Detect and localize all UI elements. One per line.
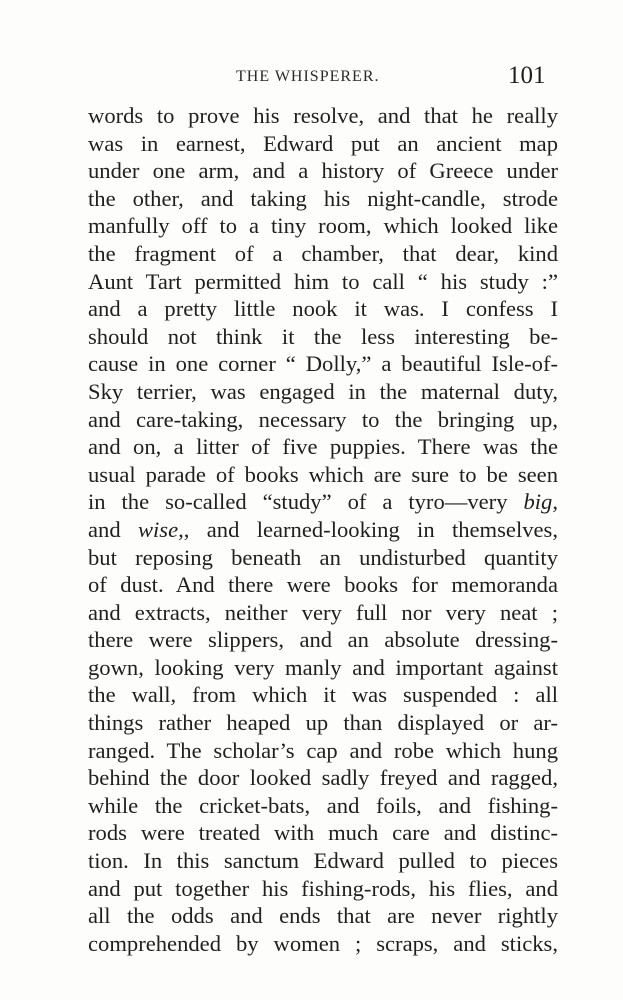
text-line: usual parade of books which are sure to be seen [88, 461, 558, 487]
text-line: ranged. The scholar’s cap and robe which hung [88, 737, 558, 763]
text-line: was in earnest, Edward put an ancient map [88, 130, 558, 156]
italic-word: wise, [137, 516, 184, 542]
text-line: and care-taking, necessary to the bringing up, [88, 406, 558, 432]
text-line: but reposing beneath an undisturbed quantity [88, 544, 558, 570]
text-line: cause in one corner “ Dolly,” a beautiful Isle-of- [88, 351, 558, 377]
text-line: under one arm, and a history of Greece under [88, 158, 558, 184]
text-line-with-italic [88, 488, 558, 516]
text-line: tion. In this sanctum Edward pulled to pieces [88, 848, 558, 874]
text-line-with-italic [88, 516, 558, 544]
text-line: gown, looking very manly and important against [88, 654, 558, 680]
text-line: words to prove his resolve, and that he really [88, 103, 558, 128]
text-line: behind the door looked sadly freyed and ragged, [88, 765, 558, 791]
text-line: should not think it the less interesting be- [88, 323, 558, 349]
text-line: there were slippers, and an absolute dressing- [88, 627, 558, 653]
page-number: 101 [508, 62, 546, 89]
text-line: Aunt Tart permitted him to call “ his study :” [88, 268, 558, 294]
running-head [0, 62, 623, 92]
text-line: Sky terrier, was engaged in the maternal duty, [88, 378, 558, 404]
text-line: rods were treated with much care and distinc- [88, 820, 558, 846]
body-text [88, 102, 558, 957]
text-line: all the odds and ends that are never rightly [88, 903, 558, 929]
running-title: THE WHISPERER. [236, 68, 380, 85]
text-line: the fragment of a chamber, that dear, kind [88, 240, 558, 266]
line-text: in the so-called “study” of a tyro—very [88, 489, 508, 515]
italic-word: big, [523, 489, 558, 515]
text-line: comprehended by women ; scraps, and sticks, [88, 930, 558, 956]
text-line: and on, a litter of five puppies. There was the [88, 434, 558, 460]
text-line: and a pretty little nook it was. I confess I [88, 296, 558, 322]
text-line: the other, and taking his night-candle, strode [88, 185, 558, 211]
text-line: and put together his fishing-rods, his flies, and [88, 875, 558, 901]
text-line: of dust. And there were books for memoranda [88, 572, 558, 598]
text-line: and extracts, neither very full nor very neat ; [88, 599, 558, 625]
text-line: manfully off to a tiny room, which looked like [88, 213, 558, 239]
text-line: things rather heaped up than displayed or ar- [88, 710, 558, 736]
line-text-tail: , and learned-looking in themselves, [183, 516, 558, 542]
text-line: the wall, from which it was suspended : all [88, 682, 558, 708]
text-line: while the cricket-bats, and foils, and fishing- [88, 792, 558, 818]
line-text: and [88, 516, 121, 542]
